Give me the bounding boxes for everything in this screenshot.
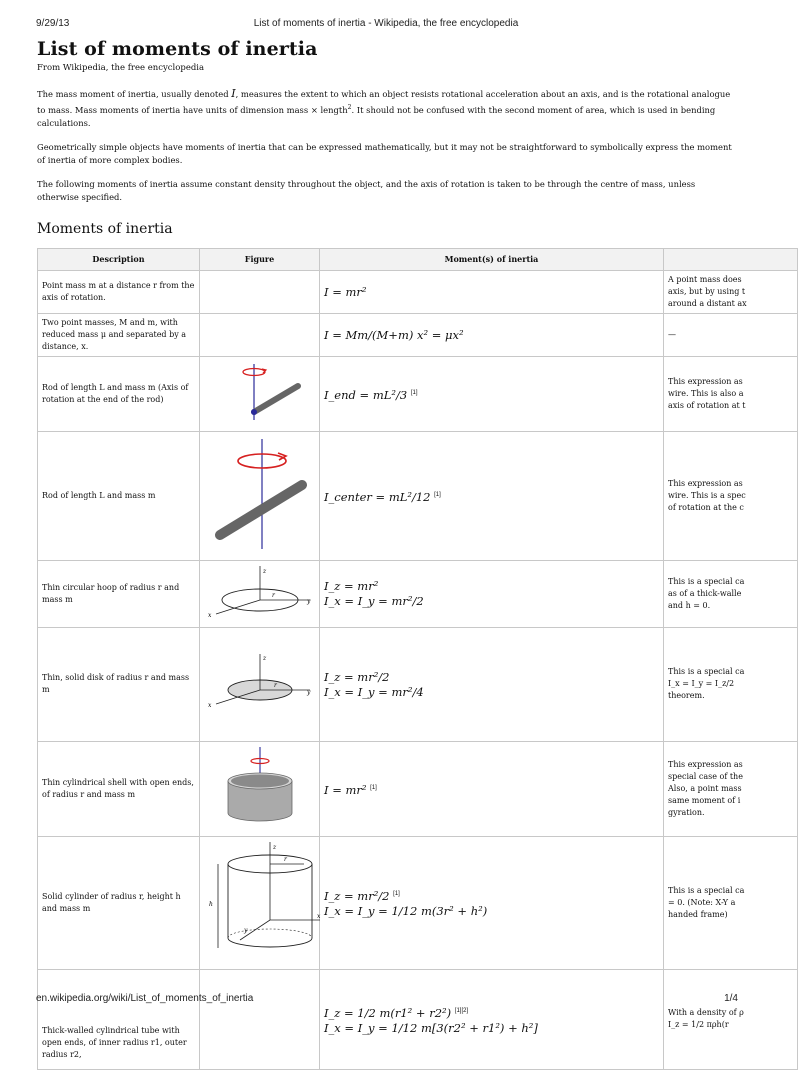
axis-label-x: x	[317, 912, 321, 920]
table-row	[38, 741, 798, 836]
row-figure	[200, 270, 320, 313]
row-formula	[320, 969, 664, 1069]
row-comment: This is a special ca I_x = I_y = I_z/2 theorem.	[664, 627, 798, 741]
row-description: Rod of length L and mass m (Axis of rotation at the end of the rod)	[38, 356, 200, 431]
intro-paragraph-1: The mass moment of inertia, usually denoted I, measures the extent to which an object resists rotational acceleration about an axis, and is the rotational analogue to mass. Mass moments of inertia have units of dimension mass × length$^2$. It should not be confused with the second moment of area, which is used in bending calculations.	[37, 87, 731, 128]
axis-label-x: x	[208, 702, 212, 710]
rod-center-figure	[204, 435, 316, 553]
row-comment: This expression as special case of the Also, a point mass same moment of i gyration.	[664, 741, 798, 836]
axis-label-z: z	[263, 567, 267, 575]
formula-text: I_end = mL²/3	[324, 387, 408, 402]
row-formula	[320, 560, 664, 627]
moments-table	[37, 248, 798, 1070]
row-description: Thin, solid disk of radius r and mass m	[38, 627, 200, 741]
radius-label: r	[274, 682, 277, 690]
table-row	[38, 969, 798, 1069]
radius-label: r	[272, 591, 275, 599]
row-figure	[200, 969, 320, 1069]
row-comment: This is a special ca as of a thick-walle and h = 0.	[664, 560, 798, 627]
row-formula	[320, 270, 664, 313]
row-description: Two point masses, M and m, with reduced mass μ and separated by a distance, x.	[38, 313, 200, 356]
print-page-title: List of moments of inertia - Wikipedia, the free encyclopedia	[253, 18, 519, 29]
citation[interactable]: [1]	[410, 389, 418, 396]
row-comment: A point mass does axis, but by using t around a distant ax	[664, 270, 798, 313]
header-description: Description	[38, 248, 200, 270]
table-row	[38, 836, 798, 969]
row-figure	[200, 627, 320, 741]
row-comment: With a density of ρ I_z = 1/2 πρh(r	[664, 969, 798, 1069]
axis-label-y: y	[244, 926, 248, 934]
citation[interactable]: [1]	[370, 784, 377, 791]
radius-label: r	[284, 855, 287, 863]
section-heading: Moments of inertia	[37, 220, 173, 237]
axis-label-z: z	[273, 843, 277, 851]
row-description: Thin cylindrical shell with open ends, of radius r and mass m	[38, 741, 200, 836]
row-formula	[320, 431, 664, 560]
formula-text: I_x = I_y = mr²/2	[324, 594, 424, 609]
formula-text: I_z = mr²/2 [1]	[324, 889, 400, 904]
formula-text: I_z = mr²	[324, 579, 379, 594]
row-description: Thick-walled cylindrical tube with open ends, of inner radius r1, outer radius r2,	[38, 969, 200, 1069]
header-figure: Figure	[200, 248, 320, 270]
solid-cylinder-figure	[204, 840, 324, 962]
table-header-row	[38, 248, 798, 270]
table-row	[38, 313, 798, 356]
intro-paragraph-2: Geometrically simple objects have moments of inertia that can be expressed mathematically, but it may not be straightforward to symbolically express the moment of inertia of more complex bodies.	[37, 141, 732, 165]
row-figure	[200, 560, 320, 627]
rod-end-figure	[210, 360, 310, 424]
tagline: From Wikipedia, the free encyclopedia	[37, 63, 205, 73]
table-row	[38, 270, 798, 313]
row-description: Solid cylinder of radius r, height h and mass m	[38, 836, 200, 969]
row-figure	[200, 356, 320, 431]
disk-figure	[204, 650, 316, 714]
formula-text: I_z = 1/2 m(r1² + r2²) [1][2]	[324, 1005, 469, 1020]
table-row	[38, 356, 798, 431]
axis-label-y: y	[307, 597, 311, 605]
row-comment: This expression as wire. This is a spec of rotation at the c	[664, 431, 798, 560]
page-url[interactable]: en.wikipedia.org/wiki/List_of_moments_of_inertia	[36, 993, 254, 1004]
print-date: 9/29/13	[36, 18, 70, 29]
table-row	[38, 431, 798, 560]
formula-text: I = Mm/(M+m) x² = μx²	[324, 327, 464, 342]
formula-text: I_z = mr²/2	[324, 669, 390, 684]
formula-text: I_x = I_y = mr²/4	[324, 684, 424, 699]
hoop-figure	[204, 564, 316, 620]
row-figure	[200, 741, 320, 836]
row-formula	[320, 313, 664, 356]
axis-label-x: x	[208, 611, 212, 619]
citation[interactable]: [1]	[393, 891, 400, 898]
axis-label-z: z	[263, 655, 267, 663]
table-row	[38, 560, 798, 627]
header-moments: Moment(s) of inertia	[320, 248, 664, 270]
intro-paragraph-3: The following moments of inertia assume constant density throughout the object, and the axis of rotation is taken to be through the centre of mass, unless otherwise specified.	[37, 178, 696, 202]
row-figure	[200, 313, 320, 356]
header-comment	[664, 248, 798, 270]
row-description: Rod of length L and mass m	[38, 431, 200, 560]
formula-text: I_x = I_y = 1/12 m[3(r2² + r1²) + h²]	[324, 1020, 538, 1035]
formula-text: I_center = mL²/12	[324, 489, 431, 504]
row-figure	[200, 836, 320, 969]
table-row	[38, 627, 798, 741]
formula-text: I = mr²	[324, 284, 367, 299]
page-title: List of moments of inertia	[37, 38, 318, 60]
cylindrical-shell-figure	[220, 745, 300, 829]
row-formula	[320, 836, 664, 969]
page-number: 1/4	[724, 993, 738, 1004]
row-comment: This expression as wire. This is also a axis of rotation at t	[664, 356, 798, 431]
row-description: Point mass m at a distance r from the axis of rotation.	[38, 270, 200, 313]
formula-text: I = mr²	[324, 782, 367, 797]
formula-text: I_x = I_y = 1/12 m(3r² + h²)	[324, 904, 488, 919]
row-comment: —	[664, 313, 798, 356]
citation[interactable]: [1]	[434, 491, 441, 498]
row-formula	[320, 741, 664, 836]
citation[interactable]: [1][2]	[454, 1007, 469, 1014]
row-formula	[320, 627, 664, 741]
axis-label-y: y	[307, 689, 311, 697]
row-comment: This is a special ca = 0. (Note: X-Y a handed frame)	[664, 836, 798, 969]
row-description: Thin circular hoop of radius r and mass m	[38, 560, 200, 627]
height-label: h	[209, 900, 213, 908]
row-formula	[320, 356, 664, 431]
row-figure	[200, 431, 320, 560]
